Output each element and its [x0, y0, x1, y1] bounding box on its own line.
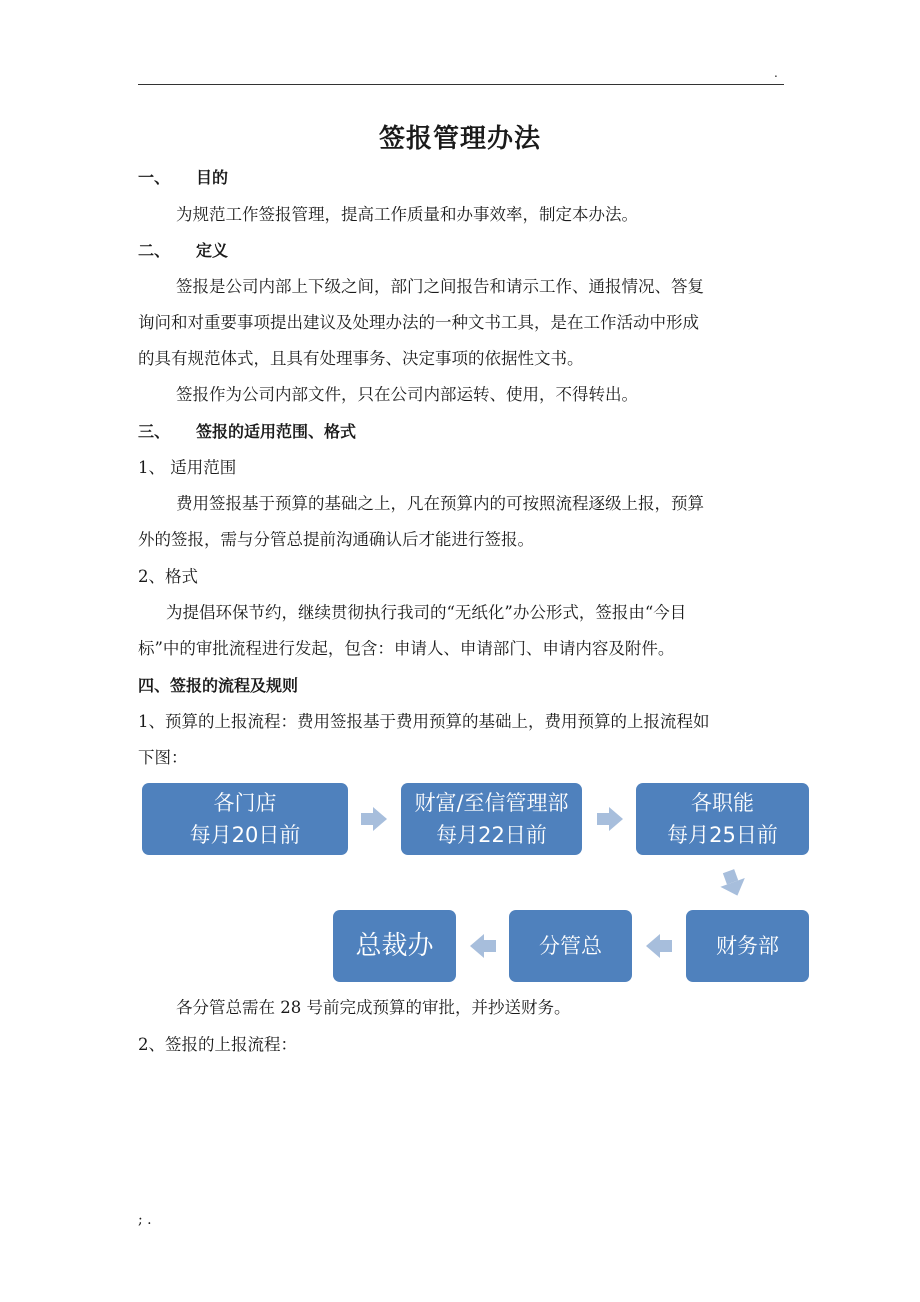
document-title: 签报管理办法: [378, 124, 541, 154]
flow-box-finance: [686, 910, 809, 982]
section-3-label: 签报的适用范围、格式: [196, 422, 357, 441]
section-3-sub-1-line: 外的签报，需与分管总提前沟通确认后才能进行签报。: [138, 530, 534, 549]
flow-box-stores-deadline: 每月20日前: [189, 823, 301, 847]
section-3-sub-2-line: 标”中的审批流程进行发起，包含：申请人、申请部门、申请内容及附件。: [138, 639, 675, 658]
flow-box-division-head-label: 分管总: [539, 934, 602, 958]
flow-box-functions: [636, 783, 809, 855]
flow-box-division-head: [509, 910, 632, 982]
flow-box-finance-label: 财务部: [716, 934, 779, 958]
section-3-sub-2-line: 为提倡环保节约，继续贯彻执行我司的“无纸化”办公形式，签报由“今目: [166, 603, 687, 622]
section-2-paragraph-2: 签报作为公司内部文件，只在公司内部运转、使用，不得转出。: [176, 385, 638, 404]
flow-box-wealth-dept: [401, 783, 582, 855]
flow-box-functions-label: 各职能: [691, 791, 754, 815]
section-1-number: 一、: [138, 168, 171, 187]
flow-arrow-left-icon: [470, 934, 484, 958]
section-4-note: 各分管总需在 28 号前完成预算的审批，并抄送财务。: [176, 998, 571, 1017]
flow-box-functions-deadline: 每月25日前: [667, 823, 778, 847]
flow-box-wealth-dept-deadline: 每月22日前: [436, 823, 547, 847]
section-3-sub-1-line: 费用签报基于预算的基础之上，凡在预算内的可按照流程逐级上报，预算: [176, 494, 704, 513]
flow-box-stores-label: 各门店: [213, 791, 277, 815]
header-mark: .: [774, 66, 778, 80]
section-4-sub-1-line: 1、预算的上报流程：费用签报基于费用预算的基础上，费用预算的上报流程如: [138, 712, 710, 731]
footer-mark: ; .: [138, 1212, 152, 1228]
flow-box-president-office: [333, 910, 456, 982]
flow-box-wealth-dept-label: 财富/至信管理部: [414, 791, 569, 815]
flow-box-stores: [142, 783, 348, 855]
section-2-paragraph-line: 签报是公司内部上下级之间，部门之间报告和请示工作、通报情况、答复: [176, 277, 704, 296]
section-1-heading: [138, 168, 228, 188]
section-2-number: 二、: [138, 241, 171, 260]
section-2-heading: [138, 241, 228, 261]
flow-arrow-left-icon: [646, 934, 660, 958]
flow-box-president-office-label: 总裁办: [355, 931, 434, 961]
section-4-heading: 四、签报的流程及规则: [138, 676, 299, 695]
section-2-paragraph-line: 的具有规范体式，且具有处理事务、决定事项的依据性文书。: [138, 349, 584, 368]
section-3-sub-1: 1、 适用范围: [138, 458, 237, 477]
section-3-number: 三、: [138, 422, 171, 441]
section-3-sub-2: 2、格式: [138, 567, 198, 586]
section-2-label: 定义: [196, 241, 229, 260]
header-rule: [138, 84, 784, 85]
section-3-heading: [138, 422, 356, 442]
section-1-label: 目的: [196, 168, 229, 187]
flow-arrow-down-icon: [720, 878, 749, 900]
section-2-paragraph-line: 询问和对重要事项提出建议及处理办法的一种文书工具，是在工作活动中形成: [138, 313, 699, 332]
section-4-sub-1-line: 下图：: [138, 748, 188, 767]
flow-arrow-right-icon: [609, 807, 623, 831]
section-4-sub-2: 2、签报的上报流程：: [138, 1035, 297, 1054]
flow-arrow-right-icon: [373, 807, 387, 831]
section-1-paragraph: 为规范工作签报管理，提高工作质量和办事效率，制定本办法。: [176, 205, 638, 224]
